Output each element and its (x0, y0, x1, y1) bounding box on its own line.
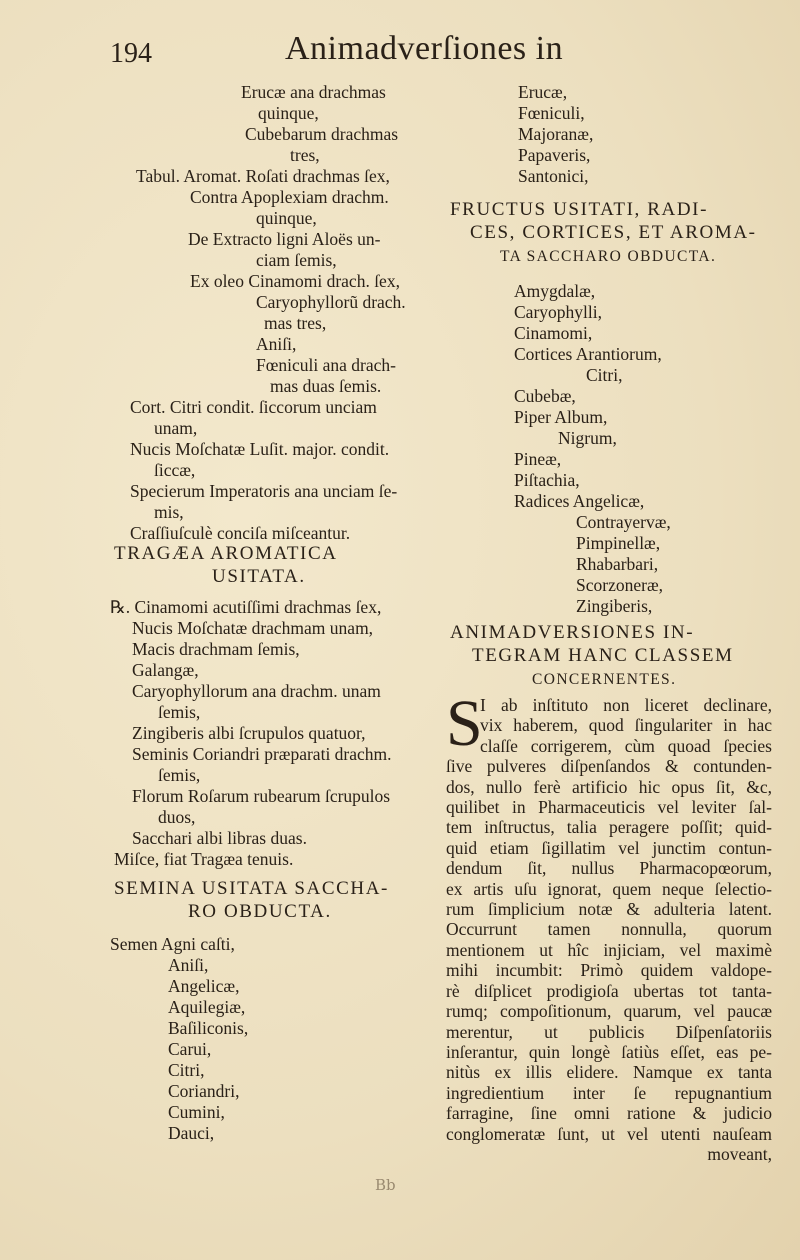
text-line: mas tres, (264, 313, 327, 333)
text-line: Caryophyllorũ drach. (256, 292, 406, 312)
text-line: merentur, ut publicis Diſpenſatoriis (446, 1021, 772, 1042)
text-line: Papaveris, (518, 145, 591, 165)
section-heading-fructus-line2: CES, CORTICES, ET AROMA- (470, 222, 757, 243)
text-line: Specierum Imperatoris ana unciam ſe- (130, 481, 398, 501)
page-number: 194 (110, 38, 152, 69)
text-line: Nucis Moſchatæ drachmam unam, (132, 618, 374, 638)
section-heading-fructus: FRUCTUS USITATI, RADI- (450, 199, 708, 220)
text-line: Nigrum, (558, 428, 617, 448)
text-line: ſemis, (158, 765, 201, 785)
section-heading-animadversiones-line2: TEGRAM HANC CLASSEM (472, 645, 734, 666)
text-line: De Extracto ligni Aloës un- (188, 229, 381, 249)
text-line: ſemis, (158, 702, 201, 722)
text-line: Baſiliconis, (168, 1018, 249, 1038)
text-line: Cumini, (168, 1102, 225, 1122)
text-line: Cinamomi, (514, 323, 593, 343)
text-line: Citri, (586, 365, 623, 385)
text-line: Erucæ, (518, 82, 568, 102)
section-heading-semina: SEMINA USITATA SACCHA- (114, 878, 389, 899)
text-line: Contrayervæ, (576, 512, 671, 532)
text-line: Florum Roſarum rubearum ſcrupulos (132, 786, 391, 806)
text-line: Amygdalæ, (514, 281, 596, 301)
text-line: Rhabarbari, (576, 554, 659, 574)
text-line: duos, (158, 807, 196, 827)
text-line: nitùs ex illis elidere. Namque ex tanta (446, 1062, 772, 1083)
text-line: quilibet in Pharmaceuticis vel leviter ſal- (446, 797, 772, 818)
text-line: conglomeratæ ſunt, ut vel utenti nauſeam (446, 1123, 772, 1144)
text-line: ℞. Cinamomi acutiſſimi drachmas ſex, (110, 597, 382, 617)
section-heading-tragaea-line2: USITATA. (212, 566, 306, 587)
text-line: Sacchari albi libras duas. (132, 828, 307, 848)
text-line: Scorzoneræ, (576, 575, 663, 595)
section-heading-animadversiones: ANIMADVERSIONES IN- (450, 622, 695, 643)
section-heading-semina-line2: RO OBDUCTA. (188, 901, 332, 922)
text-line: Santonici, (518, 166, 589, 186)
text-line: inſerantur, quin longè ſatiùs eſſet, eas pe- (446, 1041, 772, 1062)
text-line: vix haberem, quod ſingulariter in hac (480, 715, 772, 736)
text-line: claſſe corrigerem, cùm quoad ſpecies (480, 735, 772, 756)
text-line: mihi incumbit: Primò quidem valdope- (446, 960, 772, 981)
text-line: Fœniculi ana drach- (256, 355, 396, 375)
text-line: dendum ſit, nullus Pharmacopœorum, (446, 858, 772, 879)
text-line: Caryophylli, (514, 302, 602, 322)
text-line: Zingiberis, (576, 596, 653, 616)
section-heading-tragaea: TRAGÆA AROMATICA (114, 543, 338, 564)
text-line: Pineæ, (514, 449, 562, 469)
text-line: quid etiam ſigillatim vel junctim contun- (446, 837, 772, 858)
text-line: Cortices Arantiorum, (514, 344, 662, 364)
text-line: Galangæ, (132, 660, 199, 680)
running-title: Animadverſiones in (285, 30, 564, 67)
text-line: ſive pulveres diſpenſandos & contunden- (446, 756, 772, 777)
text-line: Dauci, (168, 1123, 215, 1143)
text-line: tem inſtructus, talia peragere poſſit; quid- (446, 817, 772, 838)
text-line: I ab inſtituto non liceret declinare, (480, 695, 772, 715)
text-line: ciam ſemis, (256, 250, 337, 270)
text-line: tres, (290, 145, 320, 165)
drop-cap: S (446, 687, 483, 760)
commentary-paragraph (446, 687, 772, 1164)
text-line: Tabul. Aromat. Roſati drachmas ſex, (136, 166, 390, 186)
text-line: Contra Apoplexiam drachm. (190, 187, 389, 207)
text-line: ingredientium inter ſe repugnantium (446, 1082, 772, 1103)
text-line: Aquilegiæ, (168, 997, 246, 1017)
text-line: Majoranæ, (518, 124, 594, 144)
text-line: Radices Angelicæ, (514, 491, 645, 511)
text-line: Angelicæ, (168, 976, 240, 996)
text-line: Nucis Moſchatæ Luſit. major. condit. (130, 439, 390, 459)
text-line: Coriandri, (168, 1081, 240, 1101)
text-line: Macis drachmam ſemis, (132, 639, 300, 659)
text-line: rum ſimplicium notæ & adulteria latent. (446, 899, 772, 920)
text-line: Seminis Coriandri præparati drachm. (132, 744, 392, 764)
text-line: Erucæ ana drachmas (241, 82, 386, 102)
text-line: Semen Agni caſti, (110, 934, 235, 954)
text-line: mentionem ut hîc injiciam, vel maximè (446, 939, 772, 960)
text-line: quinque, (258, 103, 319, 123)
signature-mark: Bb (375, 1176, 396, 1194)
text-line: ſiccæ, (154, 460, 196, 480)
text-line: moveant, (707, 1143, 772, 1164)
text-line: Cubebarum drachmas (245, 124, 399, 144)
text-line: Aniſi, (168, 955, 209, 975)
section-heading-animadversiones-line3: CONCERNENTES. (532, 671, 677, 688)
text-line: Zingiberis albi ſcrupulos quatuor, (132, 723, 366, 743)
text-line: Piper Album, (514, 407, 608, 427)
text-line: Miſce, fiat Tragæa tenuis. (114, 849, 294, 869)
text-line: rè diſplicet prodigioſa ubertas tot tanta- (446, 980, 772, 1001)
text-line: dos, nullo ferè artificio hic opus ſit, &c, (446, 776, 772, 797)
text-line: mas duas ſemis. (270, 376, 382, 396)
text-line: Ex oleo Cinamomi drach. ſex, (190, 271, 400, 291)
text-line: Cubebæ, (514, 386, 576, 406)
text-line: rumq; compoſitionum, quarum, vel paucæ (446, 1001, 772, 1022)
text-line: unam, (154, 418, 198, 438)
text-line: Caryophyllorum ana drachm. unam (132, 681, 381, 701)
section-heading-fructus-line3: TA SACCHARO OBDUCTA. (500, 248, 717, 265)
text-line: farragine, ſine omni ratione & judicio (446, 1103, 772, 1124)
text-line: Aniſi, (256, 334, 297, 354)
text-line: mis, (154, 502, 184, 522)
text-line: Carui, (168, 1039, 212, 1059)
text-line: Citri, (168, 1060, 205, 1080)
text-line: Piſtachia, (514, 470, 580, 490)
text-line: Occurrunt tamen nonnulla, quorum (446, 919, 772, 940)
text-line: Cort. Citri condit. ſiccorum unciam (130, 397, 377, 417)
text-line: quinque, (256, 208, 317, 228)
text-line: Craſſiuſculè conciſa miſceantur. (130, 523, 351, 543)
text-line: Pimpinellæ, (576, 533, 661, 553)
text-line: Fœniculi, (518, 103, 585, 123)
text-line: ex artis uſu ignorat, quem neque ſelectio- (446, 878, 772, 899)
